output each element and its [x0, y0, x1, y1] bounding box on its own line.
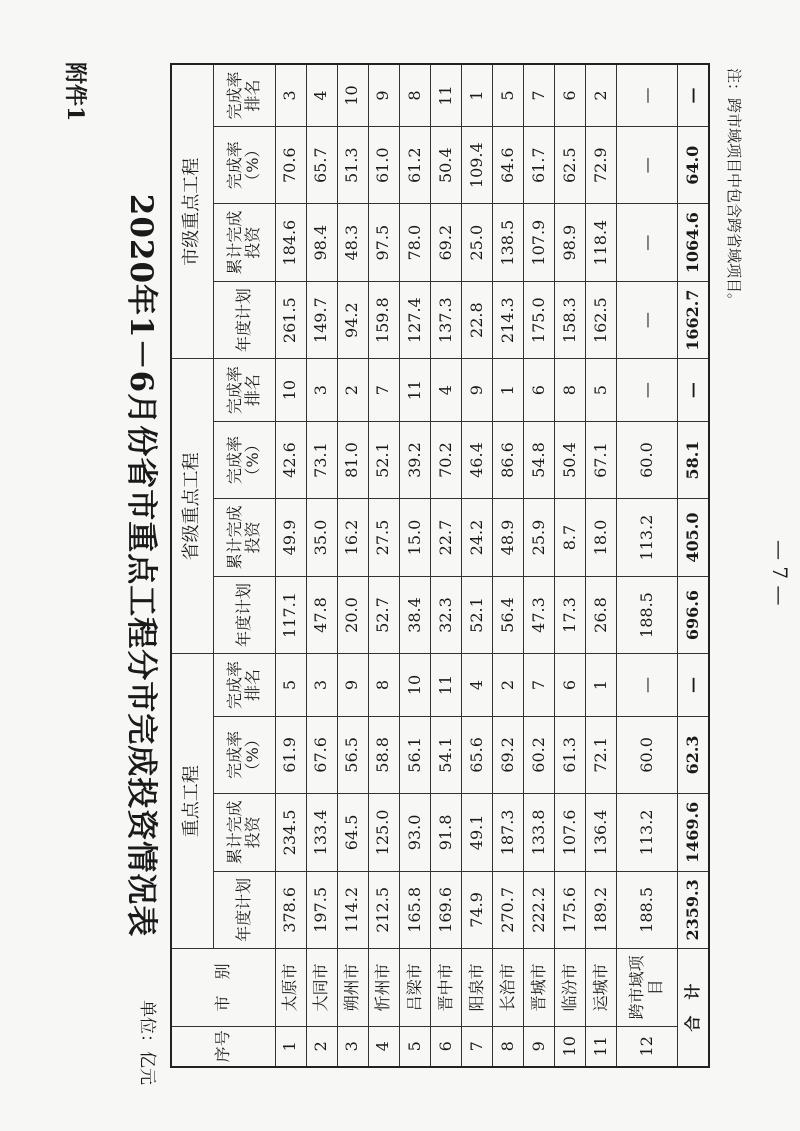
cell-key-rate: 61.3 — [554, 716, 585, 793]
cell-city-cum-invest: 25.0 — [461, 204, 492, 281]
cell-key-cum-invest: 133.8 — [523, 794, 554, 871]
investment-table — [170, 63, 710, 1068]
cell-key-rank: 6 — [554, 654, 585, 716]
cell-key-cum-invest: 136.4 — [585, 794, 616, 871]
cell-prov-rank: 4 — [430, 359, 461, 421]
cell-city-cum-invest: 98.4 — [306, 204, 337, 281]
cell-key-annual-plan: 169.6 — [430, 871, 461, 948]
total-key-rate: 62.3 — [677, 716, 709, 793]
cell-city-annual-plan: 214.3 — [492, 281, 523, 358]
cell-prov-annual-plan: 32.3 — [430, 576, 461, 653]
table-row — [554, 64, 585, 1067]
cell-prov-rate: 73.1 — [306, 421, 337, 498]
cell-city-cum-invest: — — [617, 204, 678, 281]
cell-prov-annual-plan: 56.4 — [492, 576, 523, 653]
header-rank: 完成率排名 — [213, 359, 275, 421]
cell-prov-cum-invest: 24.2 — [461, 499, 492, 576]
unit-label: 单位：亿元 — [137, 1000, 157, 1085]
total-prov-annual-plan: 696.6 — [677, 576, 709, 653]
row-seq: 8 — [492, 1026, 523, 1067]
header-group-city: 市级重点工程 — [171, 64, 213, 359]
total-city-cum-invest: 1064.6 — [677, 204, 709, 281]
cell-key-rank: 10 — [399, 654, 430, 716]
cell-key-cum-invest: 93.0 — [399, 794, 430, 871]
cell-prov-rank: — — [617, 359, 678, 421]
cell-key-annual-plan: 212.5 — [368, 871, 399, 948]
cell-prov-rate: 50.4 — [554, 421, 585, 498]
cell-key-rank: 4 — [461, 654, 492, 716]
cell-prov-annual-plan: 17.3 — [554, 576, 585, 653]
total-row — [677, 64, 709, 1067]
cell-city-rate: 70.6 — [275, 126, 306, 203]
cell-prov-rate: 70.2 — [430, 421, 461, 498]
cell-key-cum-invest: 113.2 — [617, 794, 678, 871]
row-seq: 1 — [275, 1026, 306, 1067]
cell-key-cum-invest: 125.0 — [368, 794, 399, 871]
cell-prov-cum-invest: 27.5 — [368, 499, 399, 576]
cell-city-rank: 3 — [275, 64, 306, 126]
cell-key-rank: 7 — [523, 654, 554, 716]
cell-prov-rate: 39.2 — [399, 421, 430, 498]
cell-city-annual-plan: 158.3 — [554, 281, 585, 358]
header-annual-plan: 年度计划 — [213, 576, 275, 653]
header-city: 市 别 — [171, 949, 275, 1026]
cell-key-rank: 5 — [275, 654, 306, 716]
cell-prov-cum-invest: 15.0 — [399, 499, 430, 576]
cell-city-rate: 61.0 — [368, 126, 399, 203]
cell-key-rate: 60.2 — [523, 716, 554, 793]
cell-key-annual-plan: 74.9 — [461, 871, 492, 948]
cell-key-rate: 58.8 — [368, 716, 399, 793]
row-city: 长治市 — [492, 949, 523, 1026]
cell-city-rate: 65.7 — [306, 126, 337, 203]
table-row — [368, 64, 399, 1067]
cell-city-rank: 8 — [399, 64, 430, 126]
cell-key-rate: 60.0 — [617, 716, 678, 793]
row-city: 临汾市 — [554, 949, 585, 1026]
cell-key-rank: 2 — [492, 654, 523, 716]
table-row — [492, 64, 523, 1067]
header-rate: 完成率（%） — [213, 716, 275, 793]
cell-city-rank: 7 — [523, 64, 554, 126]
header-group-prov: 省级重点工程 — [171, 359, 213, 654]
row-seq: 5 — [399, 1026, 430, 1067]
cell-prov-rank: 10 — [275, 359, 306, 421]
cell-prov-rate: 54.8 — [523, 421, 554, 498]
cell-city-cum-invest: 98.9 — [554, 204, 585, 281]
cell-key-annual-plan: 175.6 — [554, 871, 585, 948]
cell-city-annual-plan: — — [617, 281, 678, 358]
row-city: 晋城市 — [523, 949, 554, 1026]
cell-prov-annual-plan: 52.1 — [461, 576, 492, 653]
cell-prov-cum-invest: 35.0 — [306, 499, 337, 576]
cell-key-annual-plan: 189.2 — [585, 871, 616, 948]
table-row — [585, 64, 616, 1067]
cell-city-rate: 61.2 — [399, 126, 430, 203]
total-key-rank: — — [677, 654, 709, 716]
total-prov-rate: 58.1 — [677, 421, 709, 498]
attachment-label: 附件1 — [62, 62, 88, 122]
cell-prov-rate: 46.4 — [461, 421, 492, 498]
cell-city-rank: 4 — [306, 64, 337, 126]
header-annual-plan: 年度计划 — [213, 871, 275, 948]
cell-city-cum-invest: 78.0 — [399, 204, 430, 281]
cell-city-rank: 2 — [585, 64, 616, 126]
total-key-annual-plan: 2359.3 — [677, 871, 709, 948]
cell-prov-annual-plan: 47.8 — [306, 576, 337, 653]
total-key-cum-invest: 1469.6 — [677, 794, 709, 871]
cell-prov-annual-plan: 20.0 — [337, 576, 368, 653]
row-seq: 11 — [585, 1026, 616, 1067]
cell-city-rank: — — [617, 64, 678, 126]
cell-prov-cum-invest: 48.9 — [492, 499, 523, 576]
table-row — [306, 64, 337, 1067]
cell-city-cum-invest: 97.5 — [368, 204, 399, 281]
cell-key-rate: 56.5 — [337, 716, 368, 793]
cell-key-rank: 8 — [368, 654, 399, 716]
cell-key-rank: — — [617, 654, 678, 716]
cell-city-cum-invest: 138.5 — [492, 204, 523, 281]
cell-key-annual-plan: 165.8 — [399, 871, 430, 948]
cell-city-rate: 51.3 — [337, 126, 368, 203]
cell-city-cum-invest: 48.3 — [337, 204, 368, 281]
cell-prov-annual-plan: 38.4 — [399, 576, 430, 653]
cell-city-rank: 6 — [554, 64, 585, 126]
cell-city-rate: 72.9 — [585, 126, 616, 203]
cell-key-rank: 1 — [585, 654, 616, 716]
cell-key-cum-invest: 187.3 — [492, 794, 523, 871]
table-row — [523, 64, 554, 1067]
header-rate: 完成率（%） — [213, 126, 275, 203]
cell-prov-rate: 60.0 — [617, 421, 678, 498]
cell-prov-rate: 52.1 — [368, 421, 399, 498]
cell-city-cum-invest: 118.4 — [585, 204, 616, 281]
row-seq: 7 — [461, 1026, 492, 1067]
row-city: 太原市 — [275, 949, 306, 1026]
cell-prov-annual-plan: 52.7 — [368, 576, 399, 653]
cell-key-annual-plan: 197.5 — [306, 871, 337, 948]
header-cum-invest: 累计完成投资 — [213, 499, 275, 576]
cell-prov-annual-plan: 188.5 — [617, 576, 678, 653]
cell-city-rank: 1 — [461, 64, 492, 126]
row-seq: 6 — [430, 1026, 461, 1067]
cell-key-rate: 65.6 — [461, 716, 492, 793]
cell-prov-rank: 8 — [554, 359, 585, 421]
cell-city-annual-plan: 162.5 — [585, 281, 616, 358]
cell-prov-annual-plan: 26.8 — [585, 576, 616, 653]
cell-prov-cum-invest: 8.7 — [554, 499, 585, 576]
header-annual-plan: 年度计划 — [213, 281, 275, 358]
cell-prov-cum-invest: 18.0 — [585, 499, 616, 576]
cell-city-annual-plan: 137.3 — [430, 281, 461, 358]
header-rank: 完成率排名 — [213, 64, 275, 126]
cell-prov-rate: 81.0 — [337, 421, 368, 498]
total-city-rank: — — [677, 64, 709, 126]
row-seq: 9 — [523, 1026, 554, 1067]
row-seq: 4 — [368, 1026, 399, 1067]
cell-key-annual-plan: 378.6 — [275, 871, 306, 948]
cell-key-rank: 9 — [337, 654, 368, 716]
cell-key-rank: 3 — [306, 654, 337, 716]
cell-city-rate: 50.4 — [430, 126, 461, 203]
cell-city-rate: — — [617, 126, 678, 203]
total-label: 合 计 — [677, 949, 709, 1067]
table-row — [337, 64, 368, 1067]
cell-city-cum-invest: 107.9 — [523, 204, 554, 281]
cell-key-annual-plan: 222.2 — [523, 871, 554, 948]
cell-prov-rank: 7 — [368, 359, 399, 421]
cell-city-rate: 62.5 — [554, 126, 585, 203]
cell-key-annual-plan: 114.2 — [337, 871, 368, 948]
cell-city-rate: 109.4 — [461, 126, 492, 203]
row-city: 跨市域项目 — [617, 949, 678, 1026]
row-city: 大同市 — [306, 949, 337, 1026]
row-city: 阳泉市 — [461, 949, 492, 1026]
cell-key-cum-invest: 64.5 — [337, 794, 368, 871]
cell-key-rate: 56.1 — [399, 716, 430, 793]
cell-city-rate: 64.6 — [492, 126, 523, 203]
cell-city-annual-plan: 159.8 — [368, 281, 399, 358]
cell-key-cum-invest: 133.4 — [306, 794, 337, 871]
total-city-rate: 64.0 — [677, 126, 709, 203]
table-body — [275, 64, 709, 1067]
cell-prov-rank: 2 — [337, 359, 368, 421]
header-cum-invest: 累计完成投资 — [213, 204, 275, 281]
cell-key-annual-plan: 270.7 — [492, 871, 523, 948]
row-city: 忻州市 — [368, 949, 399, 1026]
cell-prov-cum-invest: 49.9 — [275, 499, 306, 576]
cell-city-cum-invest: 69.2 — [430, 204, 461, 281]
cell-city-rank: 5 — [492, 64, 523, 126]
cell-prov-rank: 11 — [399, 359, 430, 421]
cell-city-annual-plan: 175.0 — [523, 281, 554, 358]
table-row — [461, 64, 492, 1067]
cell-city-rank: 11 — [430, 64, 461, 126]
cell-city-annual-plan: 149.7 — [306, 281, 337, 358]
table-row — [275, 64, 306, 1067]
cell-prov-cum-invest: 22.7 — [430, 499, 461, 576]
cell-city-rank: 10 — [337, 64, 368, 126]
cell-prov-cum-invest: 25.9 — [523, 499, 554, 576]
cell-city-annual-plan: 127.4 — [399, 281, 430, 358]
page-title: 2020年1－6月份省市重点工程分市完成投资情况表 — [123, 193, 159, 938]
page-number: — 7 — — [768, 540, 792, 606]
cell-city-rank: 9 — [368, 64, 399, 126]
header-group-key: 重点工程 — [171, 654, 213, 949]
cell-city-annual-plan: 261.5 — [275, 281, 306, 358]
row-seq: 3 — [337, 1026, 368, 1067]
table-row — [430, 64, 461, 1067]
header-rank: 完成率排名 — [213, 654, 275, 716]
cell-key-cum-invest: 107.6 — [554, 794, 585, 871]
header-cum-invest: 累计完成投资 — [213, 794, 275, 871]
cell-prov-rank: 3 — [306, 359, 337, 421]
row-city: 朔州市 — [337, 949, 368, 1026]
row-city: 吕梁市 — [399, 949, 430, 1026]
cell-city-cum-invest: 184.6 — [275, 204, 306, 281]
cell-key-rate: 72.1 — [585, 716, 616, 793]
cell-prov-annual-plan: 47.3 — [523, 576, 554, 653]
header-seq: 序号 — [171, 1026, 275, 1067]
total-city-annual-plan: 1662.7 — [677, 281, 709, 358]
row-seq: 10 — [554, 1026, 585, 1067]
cell-key-rate: 54.1 — [430, 716, 461, 793]
cell-prov-annual-plan: 117.1 — [275, 576, 306, 653]
row-seq: 2 — [306, 1026, 337, 1067]
footnote: 注：跨市域项目中包含跨省域项目。 — [725, 68, 743, 309]
cell-prov-rank: 6 — [523, 359, 554, 421]
table-row — [617, 64, 678, 1067]
cell-city-annual-plan: 94.2 — [337, 281, 368, 358]
cell-prov-rank: 5 — [585, 359, 616, 421]
cell-prov-rate: 67.1 — [585, 421, 616, 498]
cell-key-rank: 11 — [430, 654, 461, 716]
table-row — [399, 64, 430, 1067]
cell-key-cum-invest: 49.1 — [461, 794, 492, 871]
cell-key-rate: 61.9 — [275, 716, 306, 793]
cell-prov-rate: 86.6 — [492, 421, 523, 498]
row-seq: 12 — [617, 1026, 678, 1067]
row-city: 晋中市 — [430, 949, 461, 1026]
cell-prov-cum-invest: 16.2 — [337, 499, 368, 576]
cell-key-annual-plan: 188.5 — [617, 871, 678, 948]
cell-prov-rate: 42.6 — [275, 421, 306, 498]
cell-city-annual-plan: 22.8 — [461, 281, 492, 358]
cell-key-rate: 69.2 — [492, 716, 523, 793]
row-city: 运城市 — [585, 949, 616, 1026]
cell-key-cum-invest: 234.5 — [275, 794, 306, 871]
header-rate: 完成率（%） — [213, 421, 275, 498]
cell-key-rate: 67.6 — [306, 716, 337, 793]
total-prov-rank: — — [677, 359, 709, 421]
cell-prov-cum-invest: 113.2 — [617, 499, 678, 576]
cell-city-rate: 61.7 — [523, 126, 554, 203]
cell-key-cum-invest: 91.8 — [430, 794, 461, 871]
total-prov-cum-invest: 405.0 — [677, 499, 709, 576]
cell-prov-rank: 1 — [492, 359, 523, 421]
cell-prov-rank: 9 — [461, 359, 492, 421]
